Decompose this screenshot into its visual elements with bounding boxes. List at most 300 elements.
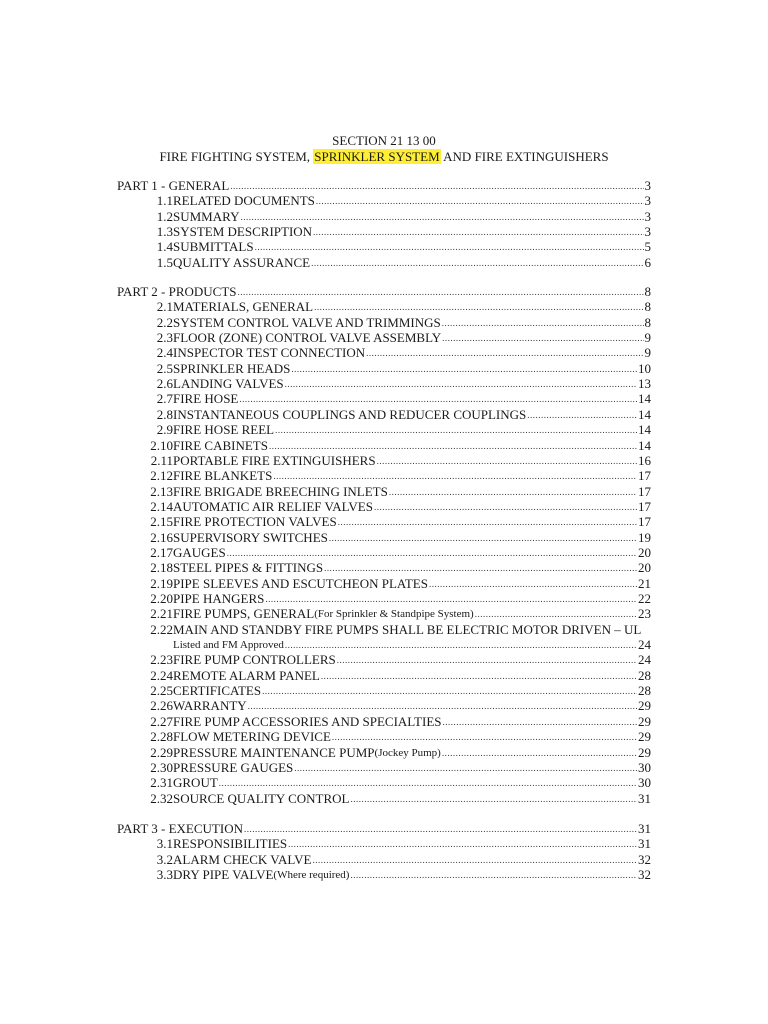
toc-item-row: [117, 330, 651, 346]
page-number: 3: [644, 208, 651, 224]
item-title: PRESSURE MAINTENANCE PUMP: [173, 744, 375, 760]
item-title: RESPONSIBILITIES: [173, 836, 288, 852]
item-number: [117, 606, 173, 622]
item-number-text: 2.30: [150, 759, 173, 775]
page-number: 5: [644, 239, 651, 255]
page-number: 3: [644, 224, 651, 240]
item-body: [173, 193, 651, 209]
page-number: 31: [638, 790, 651, 806]
item-number-text: 2.3: [156, 330, 173, 346]
page-number: 13: [638, 376, 651, 392]
page-number: 30: [638, 775, 651, 791]
dot-leader: [389, 484, 637, 500]
section-number: SECTION 21 13 00: [332, 133, 436, 148]
item-body: [173, 315, 651, 331]
page-number: 9: [644, 330, 651, 346]
page-number: 31: [638, 821, 651, 836]
item-number-text: 2.28: [150, 729, 173, 745]
toc-item-row: [117, 714, 651, 730]
toc-part-row: [117, 178, 651, 194]
item-title: QUALITY ASSURANCE: [173, 254, 311, 270]
item-body: [173, 255, 651, 271]
item-title: SUMMARY: [173, 208, 240, 224]
item-body: [173, 499, 651, 515]
item-number: [117, 391, 173, 407]
item-number-text: 2.18: [150, 560, 173, 576]
toc-part-row: [117, 821, 651, 837]
item-title: PORTABLE FIRE EXTINGUISHERS: [173, 452, 376, 468]
dot-leader: [337, 652, 637, 668]
item-body: [173, 683, 651, 699]
item-title: CERTIFICATES: [173, 683, 262, 699]
page-number: 20: [638, 544, 651, 560]
item-title: PIPE SLEEVES AND ESCUTCHEON PLATES: [173, 575, 428, 591]
item-title: FIRE HOSE REEL: [173, 422, 275, 438]
toc-item-row: [117, 622, 651, 638]
item-body: [173, 760, 651, 776]
dot-leader: [374, 499, 637, 515]
item-number-blank: [117, 637, 173, 653]
page-number: 3: [644, 193, 651, 209]
toc-item-row: [117, 729, 651, 745]
item-title: SOURCE QUALITY CONTROL: [173, 790, 350, 806]
dot-leader: [244, 821, 637, 837]
item-number-text: 1.4: [156, 239, 173, 255]
item-number: [117, 330, 173, 346]
item-body: [173, 345, 651, 361]
toc-item-row: [117, 193, 651, 209]
item-title: FIRE PUMPS, GENERAL: [173, 606, 315, 622]
item-number-text: 2.11: [150, 452, 173, 468]
part1-title: PART 1 - GENERAL: [117, 178, 230, 193]
item-title: GAUGES: [173, 544, 226, 560]
page-number: 29: [638, 698, 651, 714]
page-number: 14: [638, 391, 651, 407]
item-title: SUBMITTALS: [173, 239, 254, 255]
dot-leader: [275, 422, 637, 438]
toc-item-row: [117, 530, 651, 546]
dot-leader: [291, 361, 637, 377]
toc-item-row: [117, 576, 651, 592]
item-body: [173, 729, 651, 745]
item-body: [173, 545, 651, 561]
item-body: [173, 637, 651, 653]
dot-leader: [475, 606, 637, 622]
dot-leader: [329, 530, 637, 546]
page-number: 28: [638, 683, 651, 699]
item-number-text: 2.2: [156, 314, 173, 330]
item-number-text: 2.20: [150, 591, 173, 606]
dot-leader: [238, 284, 644, 300]
page-number: 24: [638, 637, 651, 653]
dot-leader: [227, 545, 637, 561]
item-title: AUTOMATIC AIR RELIEF VALVES: [173, 498, 373, 514]
item-title: SPRINKLER HEADS: [173, 360, 291, 376]
item-number-text: 3.3: [156, 867, 173, 883]
dot-leader: [273, 468, 637, 484]
dot-leader: [219, 775, 637, 791]
dot-leader: [285, 637, 637, 653]
item-number-text: 2.9: [156, 422, 173, 438]
item-number: [117, 422, 173, 438]
item-body: [173, 775, 651, 791]
item-title: GROUT: [173, 775, 218, 791]
item-number-text: 2.31: [150, 775, 173, 791]
item-body: [173, 606, 651, 622]
dot-leader: [313, 224, 643, 240]
toc-item-row: [117, 422, 651, 438]
page-number: 29: [638, 713, 651, 729]
item-body: [173, 867, 651, 883]
item-title: INSTANTANEOUS COUPLINGS AND REDUCER COUPLINGS: [173, 406, 527, 422]
page-number: 14: [638, 437, 651, 453]
dot-leader: [269, 438, 637, 454]
item-number-text: 2.7: [156, 391, 173, 407]
item-number: [117, 530, 173, 546]
item-body: [173, 576, 651, 592]
dot-leader: [314, 299, 643, 315]
dot-leader: [230, 178, 643, 194]
item-number: [117, 714, 173, 730]
item-number-text: 2.6: [156, 376, 173, 392]
item-number: [117, 376, 173, 392]
page-number: 23: [638, 606, 651, 622]
dot-leader: [248, 698, 637, 714]
page-number: 14: [638, 422, 651, 438]
toc-part-row: [117, 284, 651, 300]
dot-leader: [527, 407, 637, 423]
item-number: [117, 560, 173, 576]
item-body: [173, 836, 651, 852]
item-number: [117, 438, 173, 454]
toc-item-row: [117, 438, 651, 454]
toc-item-row: [117, 468, 651, 484]
page-number: 17: [638, 468, 651, 484]
page-number: 16: [638, 452, 651, 468]
item-number-text: 2.19: [150, 575, 173, 591]
item-title: FIRE PROTECTION VALVES: [173, 514, 337, 530]
toc-item-row: [117, 852, 651, 868]
dot-leader: [350, 867, 637, 883]
page-number: 17: [638, 483, 651, 499]
dot-leader: [324, 560, 637, 576]
dot-leader: [285, 376, 637, 392]
item-number-text: 1.3: [156, 224, 173, 240]
item-number: [117, 193, 173, 209]
item-title: FIRE BLANKETS: [173, 468, 273, 484]
toc-item-row: [117, 591, 651, 607]
item-number: [117, 484, 173, 500]
item-body: [173, 745, 651, 761]
item-number: [117, 299, 173, 315]
item-number: [117, 622, 173, 638]
item-title: PIPE HANGERS: [173, 591, 265, 606]
item-number: [117, 729, 173, 745]
item-body: [173, 391, 651, 407]
item-title-note: (For Sprinkler & Standpipe System): [314, 608, 474, 621]
item-number: [117, 668, 173, 684]
item-title: FIRE BRIGADE BREECHING INLETS: [173, 483, 388, 499]
toc-item-row: [117, 606, 651, 622]
page-number: 21: [638, 575, 651, 591]
dot-leader: [240, 209, 643, 225]
item-number-text: 2.22: [150, 621, 173, 637]
item-number: [117, 591, 173, 607]
page-number: 19: [638, 529, 651, 545]
item-number-text: 2.14: [150, 498, 173, 514]
page-number: 22: [638, 591, 651, 606]
toc-item-row: [117, 255, 651, 271]
dot-leader: [443, 714, 638, 730]
dot-leader: [294, 760, 637, 776]
toc-item-row: [117, 668, 651, 684]
item-number-text: 2.13: [150, 483, 173, 499]
page-number: 17: [638, 514, 651, 530]
item-body: [173, 422, 651, 438]
item-number-text: 2.4: [156, 345, 173, 361]
item-number-text: 1.1: [156, 193, 173, 209]
toc-item-row: [117, 407, 651, 423]
page-number: 20: [638, 560, 651, 576]
page-number: 28: [638, 667, 651, 683]
item-number: [117, 683, 173, 699]
item-body: [173, 209, 651, 225]
toc-item-row: [117, 867, 651, 883]
item-number-text: 2.16: [150, 529, 173, 545]
part2-title: PART 2 - PRODUCTS: [117, 284, 237, 299]
page-number: 6: [644, 254, 651, 270]
item-number: [117, 775, 173, 791]
item-title: SYSTEM CONTROL VALVE AND TRIMMINGS: [173, 314, 441, 330]
item-number: [117, 407, 173, 423]
page-number: 8: [644, 314, 651, 330]
item-body: [173, 239, 651, 255]
item-number-text: 2.24: [150, 667, 173, 683]
toc-item-row: [117, 453, 651, 469]
item-number-text: 2.12: [150, 468, 173, 484]
item-number-text: 3.1: [156, 836, 173, 852]
toc-item-row: [117, 499, 651, 515]
item-title: FIRE PUMP CONTROLLERS: [173, 652, 336, 668]
item-title: SYSTEM DESCRIPTION: [173, 224, 313, 240]
title-highlight: SPRINKLER SYSTEM: [314, 149, 440, 164]
dot-leader: [429, 576, 637, 592]
page-number: 3: [644, 178, 651, 193]
item-title: INSPECTOR TEST CONNECTION: [173, 345, 366, 361]
toc-item-row: [117, 224, 651, 240]
page-number: 8: [644, 299, 651, 315]
item-title: MAIN AND STANDBY FIRE PUMPS SHALL BE ELECTRIC MOTOR DRIVEN – UL: [173, 621, 642, 637]
item-title: FLOW METERING DEVICE: [173, 729, 331, 745]
item-number: [117, 514, 173, 530]
dot-leader: [288, 836, 637, 852]
item-title: FIRE HOSE: [173, 391, 239, 407]
item-body: [173, 453, 651, 469]
toc-item-row: [117, 299, 651, 315]
item-number: [117, 499, 173, 515]
item-body: [173, 791, 651, 807]
item-number-text: 2.5: [156, 360, 173, 376]
dot-leader: [262, 683, 637, 699]
item-number-text: 2.26: [150, 698, 173, 714]
item-body: [173, 376, 651, 392]
item-number: [117, 745, 173, 761]
dot-leader: [442, 315, 644, 331]
toc-item-row: [117, 836, 651, 852]
item-body: [173, 514, 651, 530]
page-number: 14: [638, 406, 651, 422]
item-number-text: 2.15: [150, 514, 173, 530]
item-title: PRESSURE GAUGES: [173, 759, 294, 775]
page-number: 8: [644, 284, 651, 299]
toc-item-row: [117, 209, 651, 225]
section-title: [0, 149, 768, 165]
dot-leader: [338, 514, 637, 530]
item-title: REMOTE ALARM PANEL: [173, 667, 320, 683]
item-number: [117, 545, 173, 561]
item-number: [117, 791, 173, 807]
toc-item-row: [117, 791, 651, 807]
item-body: [173, 698, 651, 714]
toc-item-row: [117, 315, 651, 331]
item-number: [117, 239, 173, 255]
item-title: MATERIALS, GENERAL: [173, 299, 314, 315]
toc-item-row: [117, 545, 651, 561]
toc-item-row: [117, 376, 651, 392]
toc-item-row: [117, 683, 651, 699]
dot-leader: [366, 345, 643, 361]
item-title: RELATED DOCUMENTS: [173, 193, 315, 209]
item-number: [117, 760, 173, 776]
toc-item-row: [117, 745, 651, 761]
item-number-text: 2.27: [150, 713, 173, 729]
item-title: WARRANTY: [173, 698, 247, 714]
item-body: [173, 361, 651, 377]
dot-leader: [311, 255, 643, 271]
item-body: [173, 668, 651, 684]
item-title: SUPERVISORY SWITCHES: [173, 529, 328, 545]
toc-item-row: [117, 760, 651, 776]
toc-item-row: [117, 652, 651, 668]
item-number: [117, 576, 173, 592]
item-number: [117, 468, 173, 484]
toc-item-row: [117, 391, 651, 407]
item-number-text: 2.23: [150, 652, 173, 668]
item-title: FLOOR (ZONE) CONTROL VALVE ASSEMBLY: [173, 330, 442, 346]
item-title: LANDING VALVES: [173, 376, 284, 392]
item-body: [173, 852, 651, 868]
item-number-text: 2.10: [150, 437, 173, 453]
page-number: 29: [638, 729, 651, 745]
toc-item-row: [117, 775, 651, 791]
toc-item-row: [117, 239, 651, 255]
title-before: FIRE FIGHTING SYSTEM,: [159, 149, 314, 164]
item-body: [173, 299, 651, 315]
item-body: [173, 438, 651, 454]
item-number-text: 2.8: [156, 406, 173, 422]
page-number: 17: [638, 498, 651, 514]
item-number-text: 3.2: [156, 851, 173, 867]
toc-item-row: [117, 361, 651, 377]
item-body: [173, 468, 651, 484]
item-number: [117, 852, 173, 868]
item-body: [173, 224, 651, 240]
item-body: [173, 407, 651, 423]
toc-item-row: [117, 698, 651, 714]
page-number: 30: [638, 759, 651, 775]
dot-leader: [377, 453, 637, 469]
item-number: [117, 698, 173, 714]
page-number: 32: [638, 851, 651, 867]
dot-leader: [239, 391, 637, 407]
item-number: [117, 361, 173, 377]
page-number: 10: [638, 360, 651, 376]
item-body: [173, 714, 651, 730]
item-body: [173, 560, 651, 576]
item-number: [117, 652, 173, 668]
dot-leader: [442, 745, 637, 761]
part3-title: PART 3 - EXECUTION: [117, 821, 243, 836]
item-number-text: 2.29: [150, 744, 173, 760]
item-body: [173, 484, 651, 500]
item-title: FIRE PUMP ACCESSORIES AND SPECIALTIES: [173, 713, 442, 729]
item-number: [117, 224, 173, 240]
toc-item-row: [117, 345, 651, 361]
item-number: [117, 315, 173, 331]
item-number-text: 1.5: [156, 254, 173, 270]
toc-item-row: [117, 514, 651, 530]
toc-item-row: [117, 484, 651, 500]
item-number-text: 2.1: [156, 299, 173, 315]
item-title: FIRE CABINETS: [173, 437, 268, 453]
page-number: 29: [638, 744, 651, 760]
item-title-note: (Jockey Pump): [374, 746, 441, 759]
item-number: [117, 453, 173, 469]
dot-leader: [350, 791, 637, 807]
title-after: AND FIRE EXTINGUISHERS: [440, 149, 609, 164]
item-title-line2: Listed and FM Approved: [173, 639, 284, 652]
item-title-note: (Where required): [273, 869, 350, 882]
toc-item-continuation: [117, 637, 651, 653]
page-number: 24: [638, 652, 651, 668]
item-number-text: 2.21: [150, 606, 173, 622]
page-number: 32: [638, 867, 651, 883]
item-body: [173, 330, 651, 346]
dot-leader: [316, 193, 644, 209]
dot-leader: [265, 591, 637, 607]
dot-leader: [332, 729, 637, 745]
item-number: [117, 867, 173, 883]
toc-item-row: [117, 560, 651, 576]
item-number: [117, 345, 173, 361]
item-body: [173, 591, 651, 607]
item-body: [173, 530, 651, 546]
item-number-text: 2.25: [150, 683, 173, 699]
item-title: DRY PIPE VALVE: [173, 867, 274, 883]
dot-leader: [321, 668, 637, 684]
item-title: ALARM CHECK VALVE: [173, 851, 312, 867]
dot-leader: [442, 330, 643, 346]
page-number: 9: [644, 345, 651, 361]
item-number: [117, 836, 173, 852]
dot-leader: [255, 239, 644, 255]
item-body: [173, 652, 651, 668]
item-number-text: 2.32: [150, 790, 173, 806]
page-number: 31: [638, 836, 651, 852]
item-body: [173, 622, 651, 638]
item-number: [117, 255, 173, 271]
item-title: STEEL PIPES & FITTINGS: [173, 560, 324, 576]
